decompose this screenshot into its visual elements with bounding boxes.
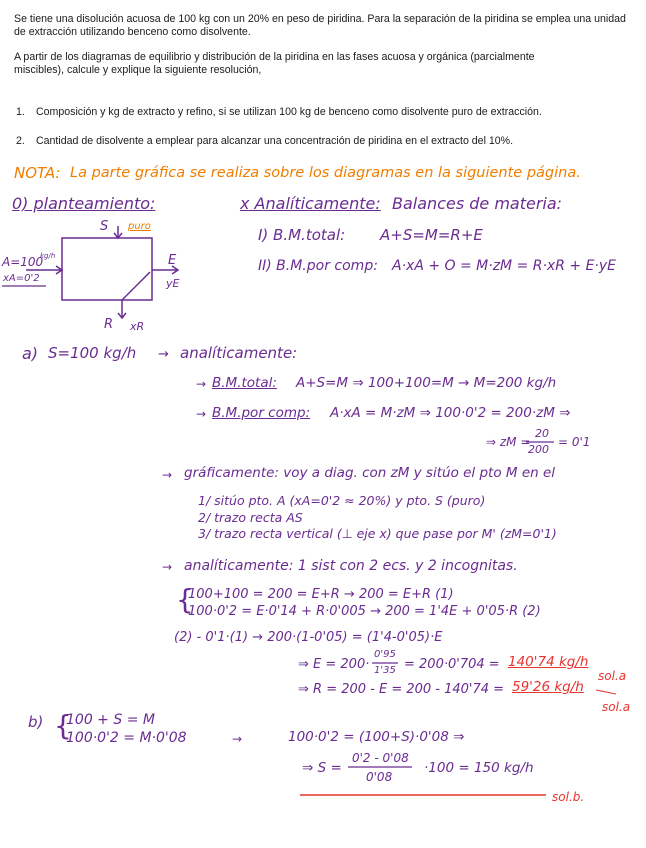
solution-b-label: sol.b.	[552, 790, 585, 804]
eq1-label: I) B.M.total:	[258, 226, 346, 244]
arrow-icon: →	[232, 732, 243, 746]
bm-total-label: B.M.total:	[212, 375, 277, 391]
e-rhs: = 200·0'704 =	[404, 657, 500, 672]
eq2-label: II) B.M.por comp:	[258, 258, 378, 274]
list-item: 2. Cantidad de disolvente a emplear para alcanzar una concentración de piridina en el extracto del 10%.	[16, 135, 514, 147]
s-lhs: ⇒ S =	[302, 760, 342, 776]
r-eq: ⇒ R = 200 - E = 200 - 140'74 =	[298, 682, 505, 697]
problem-paragraph-1: Se tiene una disolución acuosa de 100 kg con un 20% en peso de piridina. Para la separación de la piridina se emplea una unidad de extracción utilizando benceno como disolvente.	[14, 13, 626, 38]
diagram-e-label: E	[168, 253, 177, 268]
part-b-label: b)	[28, 713, 44, 731]
diagram-s-pure: puro	[128, 221, 151, 232]
part-a-label: a)	[22, 344, 39, 363]
arrow-icon: →	[162, 560, 173, 574]
zm-rhs: = 0'1	[558, 435, 591, 449]
part-a-analytic: analíticamente:	[180, 344, 298, 362]
solution-a-label: sol.a	[598, 669, 627, 683]
e-num: 0'95	[374, 649, 396, 660]
arrow-icon: →	[162, 468, 173, 482]
part-a-given: S=100 kg/h	[48, 344, 137, 362]
balances-title: Balances de materia:	[392, 194, 563, 213]
graphic-step-1: 1/ sitúo pto. A (xA=0'2 ≈ 20%) y pto. S (puro)	[198, 493, 486, 508]
graphic-step-2: 2/ trazo recta AS	[198, 510, 303, 525]
bm-comp-label: B.M.por comp:	[212, 405, 311, 421]
system-eq-1: 100+100 = 200 = E+R → 200 = E+R (1)	[188, 587, 454, 602]
bm-total-eq: A+S=M ⇒ 100+100=M → M=200 kg/h	[296, 375, 557, 391]
arrow-icon: →	[158, 347, 169, 362]
s-rhs: ·100 = 150 kg/h	[424, 760, 534, 776]
brace: {	[54, 709, 72, 742]
e-result: 140'74 kg/h	[508, 654, 589, 670]
eq1: A+S=M=R+E	[380, 226, 483, 244]
s-num: 0'2 - 0'08	[352, 751, 409, 765]
arrow-icon: →	[196, 377, 207, 391]
graphic-text: gráficamente: voy a diag. con zM y sitúo el pto M en el	[184, 465, 556, 481]
brace: {	[176, 583, 194, 616]
part-b-eq-1: 100 + S = M	[66, 712, 155, 728]
list-item: 1. Composición y kg de extracto y refino, si se utilizan 100 kg de benceno como disolvente puro de extracción.	[16, 106, 542, 118]
diagram-s-label: S	[100, 219, 109, 234]
note-text: La parte gráfica se realiza sobre los diagramas en la siguiente página.	[70, 165, 581, 181]
eq2: A·xA + O = M·zM = R·xR + E·yE	[392, 258, 617, 274]
arrow-icon: →	[196, 407, 207, 421]
system-eq-2: 100·0'2 = E·0'14 + R·0'005 → 200 = 1'4E + 0'05·R (2)	[188, 604, 541, 619]
graphic-step-3: 3/ trazo recta vertical (⊥ eje x) que pase por M' (zM=0'1)	[198, 526, 557, 541]
analytic-text: analíticamente: 1 sist con 2 ecs. y 2 incognitas.	[184, 558, 518, 574]
part-b-eq-2: 100·0'2 = M·0'08	[66, 730, 187, 746]
zm-den: 200	[528, 443, 549, 456]
diagram-xa-label: xA=0'2	[3, 273, 40, 284]
diagram-a-label: A=100	[2, 255, 44, 269]
combination-eq: (2) - 0'1·(1) → 200·(1-0'05) = (1'4-0'05)·E	[174, 630, 443, 645]
diagram-ye-label: yE	[166, 277, 180, 290]
analytic-heading: x Analíticamente:	[240, 194, 381, 213]
diagram-a-unit: kg/h	[40, 252, 56, 260]
part-b-arrow-eq: 100·0'2 = (100+S)·0'08 ⇒	[288, 729, 465, 745]
diagram-r-label: R	[104, 317, 114, 332]
zm-num: 20	[535, 427, 549, 440]
problem-paragraph-2: A partir de los diagramas de equilibrio y distribución de la piridina en las fases acuosa y orgánica (parcialmente miscibles), calcule y explique la siguiente resolución,	[14, 51, 535, 76]
bm-comp-eq: A·xA = M·zM ⇒ 100·0'2 = 200·zM ⇒	[330, 405, 571, 421]
note-label: NOTA:	[14, 164, 61, 182]
e-den: 1'35	[374, 665, 396, 676]
e-lhs: ⇒ E = 200·	[298, 657, 370, 672]
solution-a-label: sol.a	[602, 700, 631, 714]
zm-lhs: ⇒ zM =	[486, 435, 531, 449]
r-result: 59'26 kg/h	[512, 679, 584, 695]
s-den: 0'08	[366, 770, 393, 784]
setup-heading: 0) planteamiento:	[12, 194, 156, 213]
diagram-xr-label: xR	[130, 320, 145, 333]
